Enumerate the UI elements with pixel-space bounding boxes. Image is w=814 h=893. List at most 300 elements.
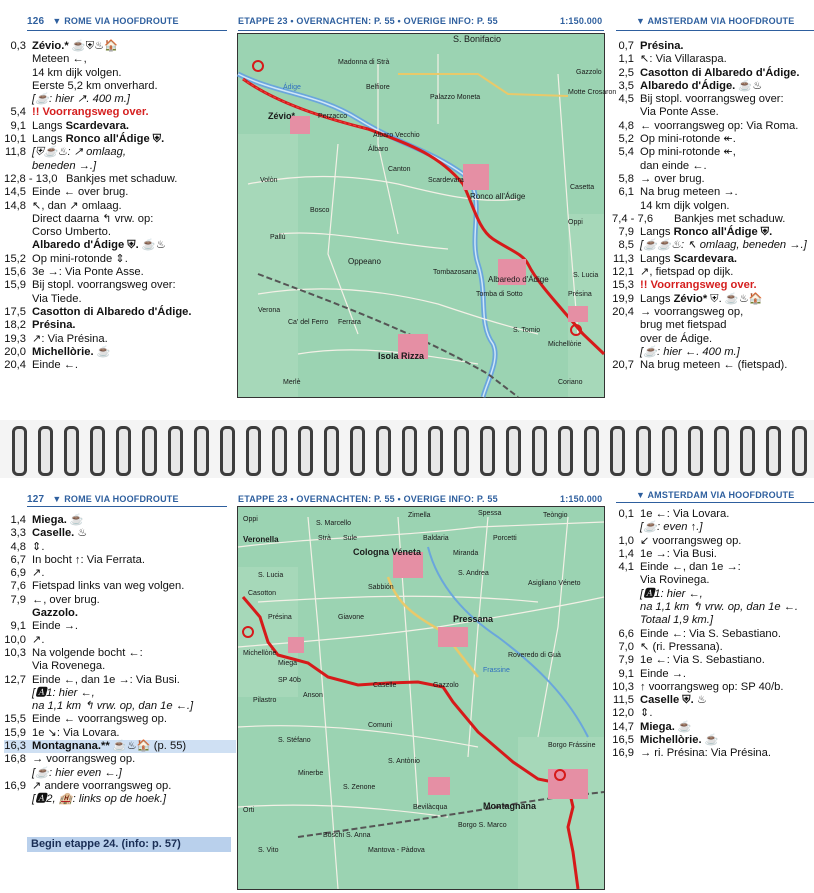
binding-ring	[792, 426, 807, 476]
route-step	[4, 346, 236, 359]
binding-ring	[688, 426, 703, 476]
binding-ring	[12, 426, 27, 476]
km-marker: 15,3	[612, 279, 634, 292]
page-126	[0, 0, 814, 420]
route-step	[4, 186, 236, 199]
map-header: ETAPPE 23 • OVERNACHTEN: P. 55 • OVERIGE INFO: P. 55	[238, 16, 498, 26]
route-step	[4, 226, 236, 239]
km-marker: 12,1	[612, 266, 634, 279]
route-step	[612, 628, 814, 641]
binding-ring	[246, 426, 261, 476]
map-label: Verona	[258, 307, 281, 314]
binding-ring	[142, 426, 157, 476]
header-rule	[27, 506, 227, 507]
binding-ring	[90, 426, 105, 476]
km-marker: 1,4	[618, 547, 634, 560]
step-text: ↖: Via Villaraspa.	[640, 53, 727, 66]
km-marker: 4,8	[10, 540, 26, 553]
map-label: Bosco	[310, 207, 330, 214]
map-label: Álbaro	[368, 146, 389, 153]
step-text: → ri. Présina: Via Présina.	[640, 747, 771, 760]
binding-ring	[324, 426, 339, 476]
route-step	[612, 133, 814, 146]
km-marker: 6,1	[618, 186, 634, 199]
km-marker: 9,1	[618, 667, 634, 680]
route-step	[612, 694, 814, 707]
step-text: Totaal 1,9 km.]	[640, 614, 713, 627]
map-label: Pilastro	[253, 697, 277, 704]
map-label: Borgo S. Marco	[458, 822, 507, 829]
step-text: ← voorrangsweg op: Via Roma.	[640, 119, 799, 132]
km-marker: 8,5	[618, 239, 634, 252]
step-text: Einde ←, dan 1e →: Via Busi.	[32, 673, 180, 686]
step-text: Na brug meteen ← (fietspad).	[640, 359, 788, 372]
step-text: Caselle ⛨. ♨	[640, 694, 707, 707]
route-step	[4, 319, 236, 332]
route-step	[612, 654, 814, 667]
step-text: Bankjes met schaduw.	[66, 172, 178, 185]
binding-ring	[714, 426, 729, 476]
binding-ring	[428, 426, 443, 476]
km-marker: 5,4	[10, 106, 26, 119]
km-marker: 5,2	[618, 133, 634, 146]
km-marker: 1,0	[618, 534, 634, 547]
km-marker: 14,7	[612, 720, 634, 733]
route-map-top[interactable]	[237, 33, 617, 398]
binding-ring	[298, 426, 313, 476]
step-text: Casotton di Albaredo d'Ádige.	[32, 305, 192, 318]
step-text: Montagnana.** ☕♨🏠 (p. 55)	[32, 740, 187, 753]
route-title: ▼ ROME VIA HOOFDROUTE	[52, 494, 179, 504]
km-marker: 10,1	[4, 133, 26, 146]
km-marker: 11,3	[613, 252, 634, 265]
binding-ring	[350, 426, 365, 476]
step-text: Bankjes met schaduw.	[674, 212, 786, 225]
step-text: Meteen ←,	[32, 53, 87, 66]
right-header: ▼ AMSTERDAM VIA HOOFDROUTE	[636, 490, 795, 500]
map-label: Belfiore	[366, 84, 390, 91]
map-label: Volòn	[260, 177, 278, 184]
step-text: Op mini-rotonde ↞,	[640, 146, 736, 159]
km-marker: 6,6	[618, 627, 634, 640]
map-label: Madonna di Strà	[338, 59, 390, 66]
route-step	[4, 634, 236, 647]
map-label: Canton	[388, 166, 411, 173]
km-marker: 15,5	[4, 713, 26, 726]
map-label: Ádige	[283, 84, 301, 91]
route-step	[4, 146, 236, 159]
binding-ring	[766, 426, 781, 476]
map-label: Asigliano Véneto	[528, 580, 581, 587]
map-label: Orti	[243, 807, 255, 814]
route-step	[4, 740, 236, 753]
route-step	[4, 120, 236, 133]
km-marker: 17,5	[4, 305, 26, 318]
binding-ring	[740, 426, 755, 476]
map-label: Gazzolo	[576, 69, 602, 76]
km-marker: 4,1	[618, 561, 634, 574]
header-rule	[238, 30, 604, 31]
map-label: Comuni	[368, 722, 393, 729]
step-text: 1e ↘: Via Lovara.	[32, 726, 120, 739]
route-step	[612, 319, 814, 332]
step-text: [⛨☕♨: ↗ omlaag,	[32, 146, 126, 159]
map-label: Strà	[318, 535, 331, 542]
map-label: Coriano	[558, 379, 583, 386]
route-step	[4, 607, 236, 620]
binding-ring	[636, 426, 651, 476]
binding-ring	[376, 426, 391, 476]
map-label: Spessa	[478, 510, 502, 517]
step-text: over de Ádige.	[640, 332, 713, 345]
route-step	[4, 200, 236, 213]
route-step	[4, 279, 236, 292]
map-label: Borgo Frássine	[548, 742, 596, 749]
map-label: Tombazosana	[433, 269, 477, 276]
map-label: Motte Crosaron	[568, 89, 617, 96]
km-marker: 10,3	[612, 680, 634, 693]
map-label: Teòngio	[543, 512, 568, 519]
km-marker: 5,4	[618, 146, 634, 159]
route-step	[612, 173, 814, 186]
step-text: 1e ←: Via Lovara.	[640, 508, 730, 520]
map-label: Zimella	[408, 512, 431, 519]
step-text: Op mini-rotonde ↞.	[640, 133, 736, 146]
route-step	[612, 641, 814, 654]
step-text: Casotton di Albaredo d'Ádige.	[640, 66, 800, 79]
route-step	[612, 614, 814, 627]
step-text: [☕: even ↑.]	[640, 521, 703, 534]
km-marker: 7,4 - 7,6	[612, 212, 654, 225]
step-text: ⇕.	[32, 540, 45, 553]
binding-ring	[558, 426, 573, 476]
route-step	[4, 93, 236, 106]
left-header	[27, 494, 179, 505]
route-step	[4, 514, 236, 527]
route-step	[612, 668, 814, 681]
route-step	[4, 541, 236, 554]
km-marker: 18,2	[4, 319, 26, 332]
binding-ring	[506, 426, 521, 476]
km-marker: 15,2	[4, 252, 26, 265]
route-step	[612, 721, 814, 734]
km-marker: 5,8	[618, 172, 634, 185]
route-step	[4, 213, 236, 226]
route-step	[4, 793, 236, 806]
right-header: ▼ AMSTERDAM VIA HOOFDROUTE	[636, 16, 795, 26]
km-marker: 12,0	[612, 707, 634, 720]
km-marker: 0,7	[618, 40, 634, 52]
map-label: Boschi S. Anna	[323, 832, 371, 839]
step-text: Gazzolo.	[32, 607, 78, 620]
step-text: Miega. ☕	[32, 514, 84, 526]
map-label: Gazzolo	[433, 682, 459, 689]
step-text: Direct daarna ↰ vrw. op:	[32, 212, 154, 225]
step-text: na 1,1 km ↰ vrw. op, dan 1e ←.	[640, 601, 798, 614]
step-text: [🅰1: hier ←,	[640, 587, 703, 600]
route-step	[4, 687, 236, 700]
step-text: Albaredo d'Ádige ⛨. ☕♨	[32, 239, 166, 252]
step-text: Caselle. ♨	[32, 527, 88, 540]
map-label: Cologna Véneta	[353, 547, 422, 557]
map-label: Anson	[303, 692, 323, 699]
km-marker: 6,9	[10, 567, 26, 580]
route-step	[4, 253, 236, 266]
step-text: [☕: hier even ←.]	[32, 766, 122, 779]
step-text: ↖, dan ↗ omlaag.	[32, 199, 122, 212]
step-text: [☕☕♨: ↖ omlaag, beneden →.]	[640, 239, 807, 252]
step-text: Miega. ☕	[640, 720, 692, 733]
step-text: Na brug meteen →.	[640, 186, 738, 199]
route-step	[612, 306, 814, 319]
route-step	[4, 106, 236, 119]
map-label: Ca' del Ferro	[288, 319, 329, 326]
map-label: S. Marcello	[316, 520, 352, 527]
route-step	[4, 266, 236, 279]
route-step	[4, 647, 236, 660]
route-step	[612, 535, 814, 548]
route-step	[612, 106, 814, 119]
step-text: Langs Zévio* ⛨. ☕♨🏠	[640, 292, 763, 305]
map-label: S. Lucia	[258, 572, 284, 579]
km-marker: 1,1	[618, 53, 634, 66]
km-marker: 10,0	[4, 633, 26, 646]
map-label: Sule	[343, 535, 358, 542]
km-marker: 2,5	[618, 66, 634, 79]
binding-ring	[194, 426, 209, 476]
binding-ring	[610, 426, 625, 476]
page-number: 126	[27, 16, 45, 27]
map-label: Oppi	[568, 219, 583, 226]
route-step	[612, 93, 814, 106]
step-text: [☕: hier ↗. 400 m.]	[32, 93, 130, 106]
step-text: Langs Ronco all'Ádige ⛨.	[640, 226, 773, 239]
step-text: Langs Ronco all'Ádige ⛨.	[32, 133, 165, 146]
km-marker: 6,7	[10, 553, 26, 566]
route-step	[612, 239, 814, 252]
km-marker: 19,9	[612, 292, 634, 305]
route-step	[612, 346, 814, 359]
map-label: S. Antònio	[388, 758, 420, 765]
map-label: Michellòrie	[243, 650, 277, 657]
route-step	[612, 226, 814, 239]
map-label: Sabbión	[368, 584, 394, 591]
map-label: S. Bonifacio	[453, 34, 502, 44]
km-marker: 12,8 - 13,0	[4, 172, 58, 185]
route-step	[612, 200, 814, 213]
route-step	[4, 594, 236, 607]
step-text: → over brug.	[640, 172, 705, 185]
route-step	[4, 160, 236, 173]
map-label: Frassine	[483, 667, 510, 674]
step-text: Bij stopl. voorrangsweg over:	[32, 279, 176, 292]
step-text: Einde ←: Via S. Sebastiano.	[640, 627, 781, 640]
map-label: Scardevara	[428, 177, 464, 184]
step-text: ↗, fietspad op dijk.	[640, 266, 734, 279]
map-label: Roveredo di Guà	[508, 652, 561, 659]
route-step	[4, 727, 236, 740]
step-text: Albaredo d'Ádige. ☕♨	[640, 79, 763, 92]
step-text: ↗: Via Présina.	[32, 332, 108, 345]
route-step	[4, 333, 236, 346]
km-marker: 0,1	[618, 508, 634, 520]
step-text: brug met fietspad	[640, 319, 727, 332]
step-text: 14 km dijk volgen.	[32, 66, 122, 79]
map-label: Montagnana	[483, 801, 536, 811]
km-marker: 7,9	[618, 226, 634, 239]
route-list-right	[612, 40, 814, 372]
map-label: Casotton	[248, 590, 277, 597]
step-text: 1e ←: Via S. Sebastiano.	[640, 654, 765, 667]
step-text: Einde ← voorrangsweg op.	[32, 713, 167, 726]
km-marker: 19,3	[4, 332, 26, 345]
route-step	[4, 53, 236, 66]
map-label: Pallù	[270, 234, 286, 241]
route-step	[612, 521, 814, 534]
map-label: Álbaro Vecchio	[373, 132, 420, 139]
left-header	[27, 16, 179, 27]
route-step	[4, 40, 236, 53]
route-step	[612, 561, 814, 574]
route-step	[612, 747, 814, 760]
step-text: Zévio.* ☕⛨♨🏠	[32, 40, 119, 52]
step-text: ↖ (ri. Pressana).	[640, 640, 723, 653]
header-rule	[616, 502, 814, 503]
step-text: Einde ←.	[32, 359, 79, 372]
km-marker: 16,9	[4, 779, 26, 792]
route-step	[4, 359, 236, 372]
route-step	[4, 660, 236, 673]
step-text: Présina.	[640, 40, 684, 52]
route-step	[612, 253, 814, 266]
step-text: Via Ponte Asse.	[640, 106, 719, 119]
step-text: beneden →.]	[32, 159, 97, 172]
binding-ring	[662, 426, 677, 476]
step-text: Présina.	[32, 319, 76, 332]
km-marker: 15,9	[4, 279, 26, 292]
route-step	[612, 601, 814, 614]
map-scale: 1:150.000	[560, 16, 603, 26]
km-marker: 20,0	[4, 345, 26, 358]
map-label: Oppi	[243, 516, 258, 523]
route-step	[4, 674, 236, 687]
step-text: Na volgende bocht ←:	[32, 646, 143, 659]
step-text: Michellòrie. ☕	[640, 734, 719, 747]
step-text: ↙ voorrangsweg op.	[640, 534, 742, 547]
map-label: Présina	[568, 291, 592, 298]
binding-ring	[480, 426, 495, 476]
km-marker: 4,5	[618, 93, 634, 106]
page-number: 127	[27, 494, 45, 505]
km-marker: 20,4	[4, 359, 26, 372]
map-label: Perzacco	[318, 113, 348, 120]
km-marker: 7,9	[10, 593, 26, 606]
km-marker: 9,1	[10, 620, 26, 633]
route-step	[4, 67, 236, 80]
km-marker: 14,8	[4, 199, 26, 212]
step-text: Einde ← over brug.	[32, 186, 129, 199]
step-text: In bocht ↑: Via Ferrata.	[32, 553, 145, 566]
begin-stage-label: Begin etappe 24. (info: p. 57)	[27, 837, 231, 852]
km-marker: 20,4	[612, 305, 634, 318]
map-label: Merlè	[283, 379, 301, 386]
route-step	[612, 279, 814, 292]
route-step	[612, 186, 814, 199]
step-text: Via Rovinega.	[640, 574, 710, 587]
km-marker: 12,7	[4, 673, 26, 686]
map-label: Minerbe	[298, 770, 324, 777]
step-text: Corso Umberto.	[32, 226, 111, 239]
binding-ring	[64, 426, 79, 476]
binding-ring	[584, 426, 599, 476]
route-step	[612, 40, 814, 53]
spiral-binding	[0, 420, 814, 478]
map-label: Porcetti	[493, 535, 517, 542]
km-marker: 7,9	[618, 654, 634, 667]
map-label: Mantova - Pàdova	[368, 847, 425, 854]
km-marker: 14,5	[4, 186, 26, 199]
map-label: Caselle	[373, 682, 397, 689]
map-label: Oppeano	[348, 257, 381, 266]
route-step	[4, 753, 236, 766]
route-step	[612, 588, 814, 601]
route-list-left	[4, 514, 236, 807]
map-label: Zévio*	[268, 111, 296, 121]
route-step	[612, 120, 814, 133]
route-step	[4, 567, 236, 580]
route-step	[4, 780, 236, 793]
route-step	[4, 239, 236, 252]
route-step	[4, 527, 236, 540]
map-header: ETAPPE 23 • OVERNACHTEN: P. 55 • OVERIGE INFO: P. 55	[238, 494, 498, 504]
step-text: [🅰1: hier ←,	[32, 686, 95, 699]
map-label: S. Stéfano	[278, 737, 311, 744]
map-label: Albaredo d'Ádige	[488, 275, 549, 284]
route-step	[612, 146, 814, 159]
km-marker: 10,3	[4, 646, 26, 659]
km-marker: 16,9	[612, 747, 634, 760]
step-text: ←, over brug.	[32, 593, 100, 606]
binding-ring	[272, 426, 287, 476]
step-text: !! Voorrangsweg over.	[640, 279, 757, 292]
route-step	[4, 306, 236, 319]
route-step	[612, 53, 814, 66]
step-text: Op mini-rotonde ⇕.	[32, 252, 128, 265]
route-step	[612, 359, 814, 372]
route-step	[612, 734, 814, 747]
binding-ring	[220, 426, 235, 476]
step-text: 3e →: Via Ponte Asse.	[32, 266, 144, 279]
route-list-right	[612, 508, 814, 761]
step-text: Via Rovenega.	[32, 660, 106, 673]
route-step	[612, 266, 814, 279]
km-marker: 0,3	[10, 40, 26, 52]
step-text: ↗ andere voorrangsweg op.	[32, 779, 172, 792]
map-label: S. Vito	[258, 847, 279, 854]
map-label: Bevilàcqua	[413, 804, 448, 811]
step-text: [☕: hier ←. 400 m.]	[640, 345, 740, 358]
step-text: Bij stopl. voorrangsweg over:	[640, 93, 784, 106]
route-step	[612, 574, 814, 587]
step-text: → voorrangsweg op,	[640, 305, 744, 318]
step-text: → voorrangsweg op.	[32, 753, 136, 766]
route-map-bottom[interactable]	[237, 506, 605, 890]
map-label: Baldaria	[423, 535, 449, 542]
km-marker: 9,1	[10, 119, 26, 132]
step-text: [🅰2, 🏨: links op de hoek.]	[32, 793, 166, 806]
map-label: Ferrara	[338, 319, 361, 326]
map-label: Tomba di Sotto	[476, 291, 523, 298]
